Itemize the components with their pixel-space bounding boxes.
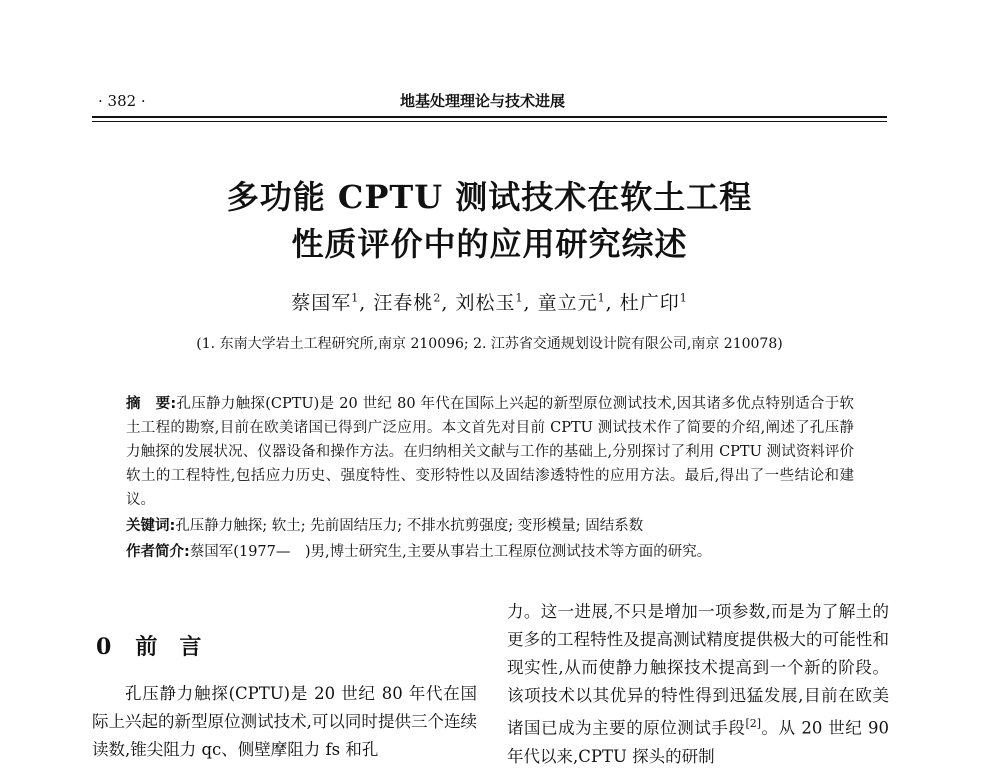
author-bio-label: 作者简介: — [126, 544, 190, 560]
author: 蔡国军 — [291, 292, 352, 314]
keywords-label: 关键词: — [126, 518, 176, 534]
author-affiliation-mark: 1 — [597, 291, 606, 305]
body-right-column — [507, 598, 889, 771]
body-left-column — [92, 680, 477, 764]
author-list: 蔡国军$^1$, 汪春桃$^2$, 刘松玉$^1$, 童立元$^1$, 杜广印$^1$ — [291, 291, 688, 314]
paragraph-text: 力。这一进展,不只是增加一项参数,而是为了解土的更多的工程特性及提高测试精度提供极大的可能性和现实性,从而使静力触探技术提高到一个新的阶段。该项技术以其优异的特性得到迅猛发展,目前在欧美诸国已成为主要的原位测试手段 — [507, 602, 889, 738]
citation: [2] — [745, 717, 762, 730]
author-bio-text: 蔡国军(1977— )男,博士研究生,主要从事岩土工程原位测试技术等方面的研究。 — [189, 544, 712, 560]
author-affiliation-mark: 1 — [679, 291, 688, 305]
affiliation: (1. 东南大学岩土工程研究所,南京 210096; 2. 江苏省交通规划设计院有限公司,南京 210078) — [196, 336, 783, 352]
author-bio — [126, 540, 854, 561]
journal-title: 地基处理理论与技术进展 — [400, 92, 566, 110]
author-affiliation-mark: 1 — [351, 291, 360, 305]
section-number: 0 — [96, 634, 114, 660]
header-rule-thick — [92, 116, 887, 118]
section-title: 前言 — [135, 634, 224, 660]
paragraph — [507, 598, 889, 771]
section-heading — [96, 630, 223, 661]
paragraph-text: 。从 20 世纪 90 年代以来,CPTU 探头的研制 — [507, 718, 890, 766]
page-number: · 382 · — [98, 92, 146, 110]
author: 童立元 — [537, 292, 598, 314]
abstract-text: 孔压静力触探(CPTU)是 20 世纪 80 年代在国际上兴起的新型原位测试技术,因其诸多优点特别适合于软土工程的勘察,目前在欧美诸国已得到广泛应用。本文首先对目前 CPTU 测试技术作了简要的介绍,阐述了孔压静力触探的发展状况、仪器设备和操作方法。在归纳相关文献与工作的基础上,分别探讨了利用 CPTU 测试资料评价软土的工程特性,包括应力历史、强度特性、变形特性以及固结渗透特性的应用方法。最后,得出了一些结论和建议。 — [126, 396, 855, 508]
author: 汪春桃 — [373, 292, 434, 314]
header-rule-thin — [92, 121, 887, 122]
author-affiliation-mark: 1 — [515, 291, 524, 305]
paper-title-line-2: 性质评价中的应用研究综述 — [291, 225, 688, 263]
paper-title-line-1: 多功能 CPTU 测试技术在软土工程 — [226, 178, 753, 216]
keywords — [126, 514, 854, 535]
author: 刘松玉 — [455, 292, 516, 314]
author-affiliation-mark: 2 — [433, 291, 442, 305]
abstract — [126, 392, 854, 512]
paragraph: 孔压静力触探(CPTU)是 20 世纪 80 年代在国际上兴起的新型原位测试技术,可以同时提供三个连续读数,锥尖阻力 qc、侧壁摩阻力 fs 和孔 — [92, 684, 477, 759]
author: 杜广印 — [619, 292, 680, 314]
abstract-label: 摘 要: — [126, 396, 177, 412]
keywords-text: 孔压静力触探; 软土; 先前固结压力; 不排水抗剪强度; 变形模量; 固结系数 — [175, 518, 644, 534]
